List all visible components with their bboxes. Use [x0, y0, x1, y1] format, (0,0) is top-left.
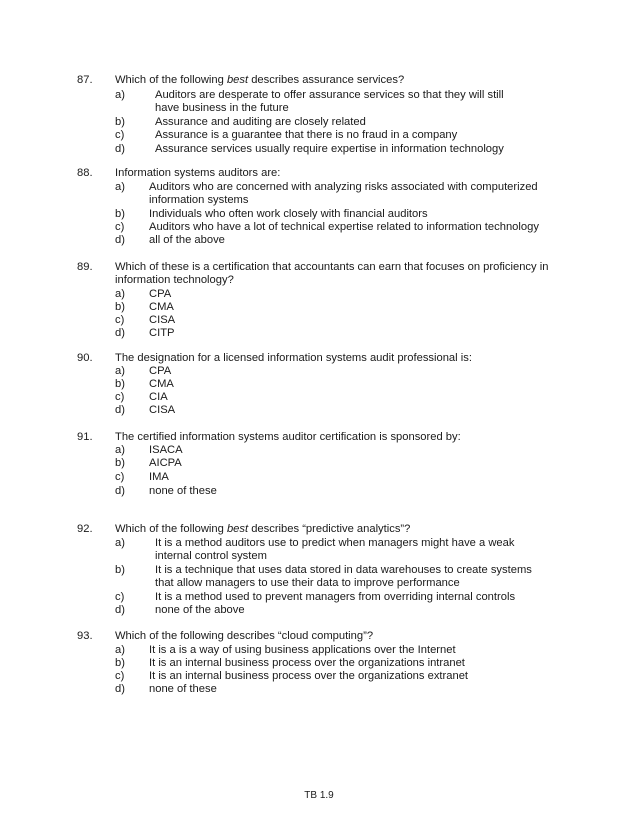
- option-letter: d): [115, 234, 125, 246]
- option-letter: b): [115, 208, 125, 220]
- option-text: IMA: [149, 471, 169, 483]
- option-text-continued: have business in the future: [155, 102, 289, 114]
- option-text: It is a is a way of using business applications over the Internet: [149, 644, 456, 656]
- question-prompt: Information systems auditors are:: [115, 167, 281, 179]
- option-letter: c): [115, 391, 125, 403]
- question-prompt: Which of the following best describes “predictive analytics”?: [115, 523, 411, 535]
- option-letter: a): [115, 89, 125, 101]
- question-prompt: Which of the following best describes assurance services?: [115, 74, 405, 86]
- option-letter: d): [115, 604, 125, 616]
- option-letter: a): [115, 288, 125, 300]
- question-number: 93.: [77, 630, 93, 642]
- question-prompt: Which of the following describes “cloud computing”?: [115, 630, 374, 642]
- option-text: CISA: [149, 314, 176, 326]
- question-number: 88.: [77, 167, 93, 179]
- option-letter: a): [115, 644, 125, 656]
- option-letter: b): [115, 457, 125, 469]
- option-text: Auditors are desperate to offer assurance services so that they will still: [155, 89, 504, 101]
- page-footer: TB 1.9: [304, 790, 334, 801]
- option-text-continued: that allow managers to use their data to improve performance: [155, 577, 460, 589]
- option-letter: d): [115, 485, 125, 497]
- option-text-continued: information systems: [149, 194, 249, 206]
- option-text: Auditors who are concerned with analyzing risks associated with computerized: [149, 181, 538, 193]
- option-text: CITP: [149, 327, 175, 339]
- option-letter: a): [115, 537, 125, 549]
- option-text: CPA: [149, 365, 172, 377]
- option-text: It is an internal business process over the organizations extranet: [149, 670, 469, 682]
- option-text: none of these: [149, 683, 217, 695]
- option-letter: c): [115, 129, 125, 141]
- option-letter: a): [115, 181, 125, 193]
- question-number: 91.: [77, 431, 93, 443]
- option-text: Assurance is a guarantee that there is no fraud in a company: [155, 129, 458, 141]
- option-letter: c): [115, 591, 125, 603]
- option-text: Auditors who have a lot of technical expertise related to information technology: [149, 221, 539, 233]
- option-letter: b): [115, 564, 125, 576]
- option-text: It is a technique that uses data stored in data warehouses to create systems: [155, 564, 532, 576]
- question-prompt: Which of these is a certification that accountants can earn that focuses on proficiency in: [115, 261, 549, 273]
- option-letter: d): [115, 683, 125, 695]
- question-prompt-continued: information technology?: [115, 274, 234, 286]
- question-number: 90.: [77, 352, 93, 364]
- option-text: It is a method used to prevent managers from overriding internal controls: [155, 591, 516, 603]
- option-text: CMA: [149, 378, 174, 390]
- emphasis-best: best: [226, 523, 249, 535]
- option-text: CISA: [149, 404, 176, 416]
- option-letter: b): [115, 116, 125, 128]
- option-letter: b): [115, 378, 125, 390]
- option-letter: c): [115, 314, 125, 326]
- option-text: Assurance and auditing are closely related: [155, 116, 366, 128]
- question-prompt: The designation for a licensed information systems audit professional is:: [115, 352, 472, 364]
- emphasis-best: best: [226, 74, 249, 86]
- option-text: none of these: [149, 485, 217, 497]
- option-letter: a): [115, 444, 125, 456]
- question-number: 89.: [77, 261, 93, 273]
- option-letter: d): [115, 404, 125, 416]
- option-text: Individuals who often work closely with financial auditors: [149, 208, 428, 220]
- option-letter: c): [115, 221, 125, 233]
- option-text: It is an internal business process over the organizations intranet: [149, 657, 465, 669]
- option-letter: c): [115, 670, 125, 682]
- option-text-continued: internal control system: [155, 550, 267, 562]
- question-prompt: The certified information systems auditor certification is sponsored by:: [115, 431, 461, 443]
- option-letter: b): [115, 657, 125, 669]
- option-letter: a): [115, 365, 125, 377]
- option-text: CMA: [149, 301, 174, 313]
- option-text: CIA: [149, 391, 168, 403]
- option-letter: b): [115, 301, 125, 313]
- option-text: ISACA: [149, 444, 183, 456]
- question-number: 92.: [77, 523, 93, 535]
- option-text: none of the above: [155, 604, 245, 616]
- option-letter: d): [115, 143, 125, 155]
- option-text: CPA: [149, 288, 172, 300]
- option-letter: d): [115, 327, 125, 339]
- option-text: Assurance services usually require expertise in information technology: [155, 143, 504, 155]
- option-text: all of the above: [149, 234, 225, 246]
- question-number: 87.: [77, 74, 93, 86]
- option-text: AICPA: [149, 457, 182, 469]
- option-text: It is a method auditors use to predict when managers might have a weak: [155, 537, 515, 549]
- option-letter: c): [115, 471, 125, 483]
